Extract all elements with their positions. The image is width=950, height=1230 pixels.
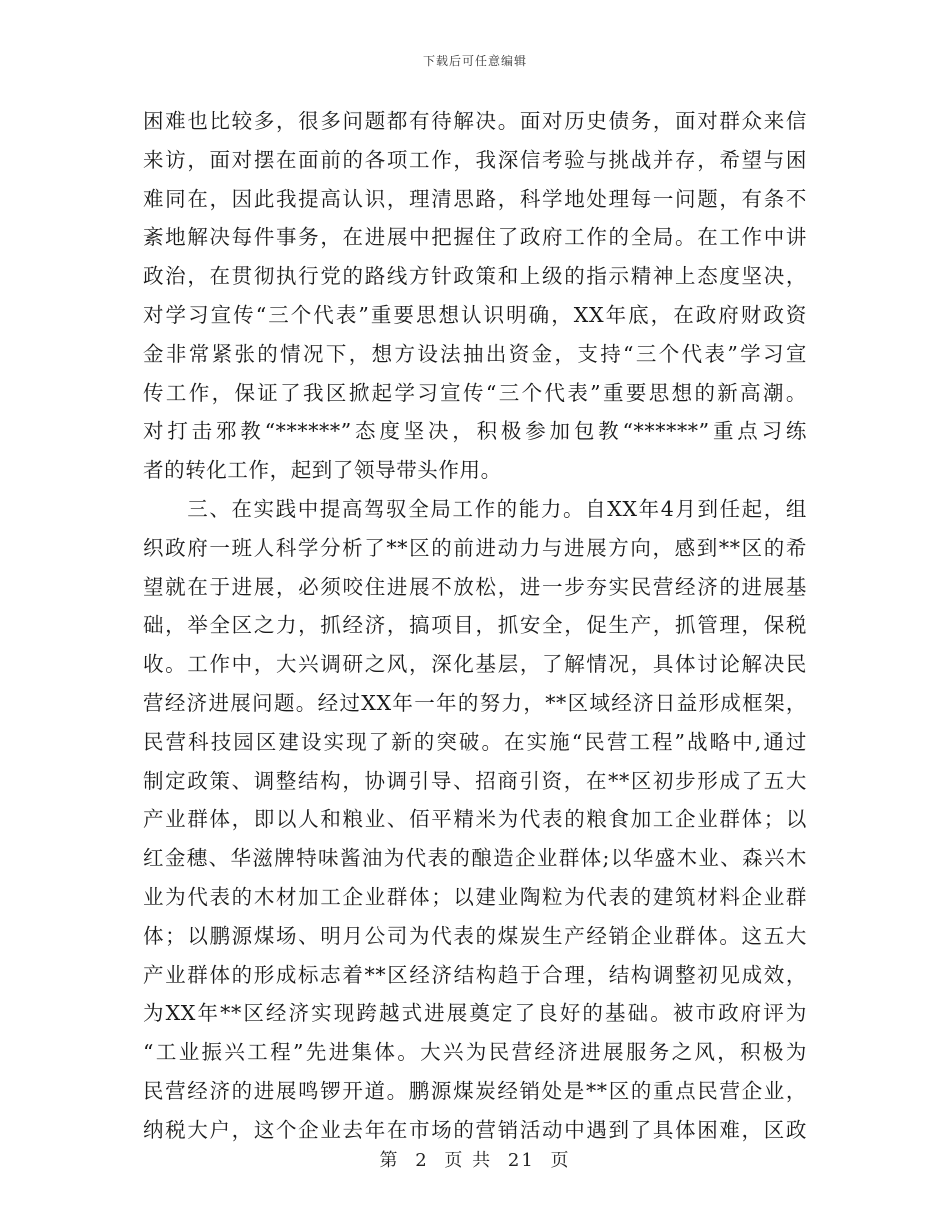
page-number-middle: 页 共: [444, 1150, 493, 1171]
text-line: 织政府一班人科学分析了**区的前进动力与进展方向，感到**区的希: [143, 535, 807, 560]
page-number-suffix: 页: [550, 1150, 571, 1171]
text-line: 为XX年**区经济实现跨越式进展奠定了良好的基础。被市政府评为: [143, 1001, 807, 1026]
text-line: 紊地解决每件事务，在进展中把握住了政府工作的全局。在工作中讲: [143, 225, 807, 250]
text-line: 传工作，保证了我区掀起学习宣传“三个代表”重要思想的新高潮。: [143, 380, 807, 405]
text-line: 者的转化工作，起到了领导带头作用。: [143, 458, 502, 483]
text-line: 来访，面对摆在面前的各项工作，我深信考验与挑战并存，希望与困: [143, 147, 807, 172]
text-line: 三、在实践中提高驾驭全局工作的能力。自XX年4月到任起，组: [143, 496, 807, 521]
text-line: 营经济进展问题。经过XX年一年的努力，**区域经济日益形成框架，: [143, 690, 807, 715]
text-line: 难同在，因此我提高认识，理清思路，科学地处理每一问题，有条不: [143, 186, 807, 211]
text-line: 制定政策、调整结构，协调引导、招商引资，在**区初步形成了五大: [143, 768, 807, 793]
text-line: 收。工作中，大兴调研之风，深化基层，了解情况，具体讨论解决民: [143, 652, 807, 677]
page-header: 下载后可任意编辑: [422, 54, 527, 68]
text-line: 红金穗、华滋牌特味酱油为代表的酿造企业群体;以华盛木业、森兴木: [143, 846, 807, 871]
text-line: 对学习宣传“三个代表”重要思想认识明确，XX年底，在政府财政资: [143, 302, 807, 327]
text-line: 础，举全区之力，抓经济，搞项目，抓安全，促生产，抓管理，保税: [143, 613, 807, 638]
page-total: 21: [507, 1150, 535, 1171]
body-text: [143, 102, 807, 1150]
text-line: 民营科技园区建设实现了新的突破。在实施“民营工程”战略中,通过: [143, 729, 807, 754]
page-number: 2: [415, 1150, 429, 1171]
text-line: 金非常紧张的情况下，想方设法抽出资金，支持“三个代表”学习宣: [143, 341, 807, 366]
text-line: 民营经济的进展鸣锣开道。鹏源煤炭经销处是**区的重点民营企业，: [143, 1078, 807, 1103]
text-line: 望就在于进展，必须咬住进展不放松，进一步夯实民营经济的进展基: [143, 574, 807, 599]
text-line: 产业群体的形成标志着**区经济结构趋于合理，结构调整初见成效，: [143, 962, 807, 987]
text-line: 困难也比较多，很多问题都有待解决。面对历史债务，面对群众来信: [143, 109, 807, 133]
text-line: 产业群体，即以人和粮业、佰平精米为代表的粮食加工企业群体；以: [143, 807, 807, 832]
text-line: 对打击邪教“******”态度坚决，积极参加包教“******”重点习练: [143, 419, 807, 444]
page-footer: [0, 1146, 950, 1172]
text-line: 体；以鹏源煤场、明月公司为代表的煤炭生产经销企业群体。这五大: [143, 923, 807, 948]
page-number-prefix: 第: [379, 1150, 400, 1171]
text-line: “工业振兴工程”先进集体。大兴为民营经济进展服务之风，积极为: [143, 1040, 807, 1065]
text-line: 纳税大户，这个企业去年在市场的营销活动中遇到了具体困难，区政: [143, 1117, 807, 1142]
text-line: 业为代表的木材加工企业群体；以建业陶粒为代表的建筑材料企业群: [143, 884, 807, 909]
text-line: 政治，在贯彻执行党的路线方针政策和上级的指示精神上态度坚决，: [143, 264, 807, 289]
